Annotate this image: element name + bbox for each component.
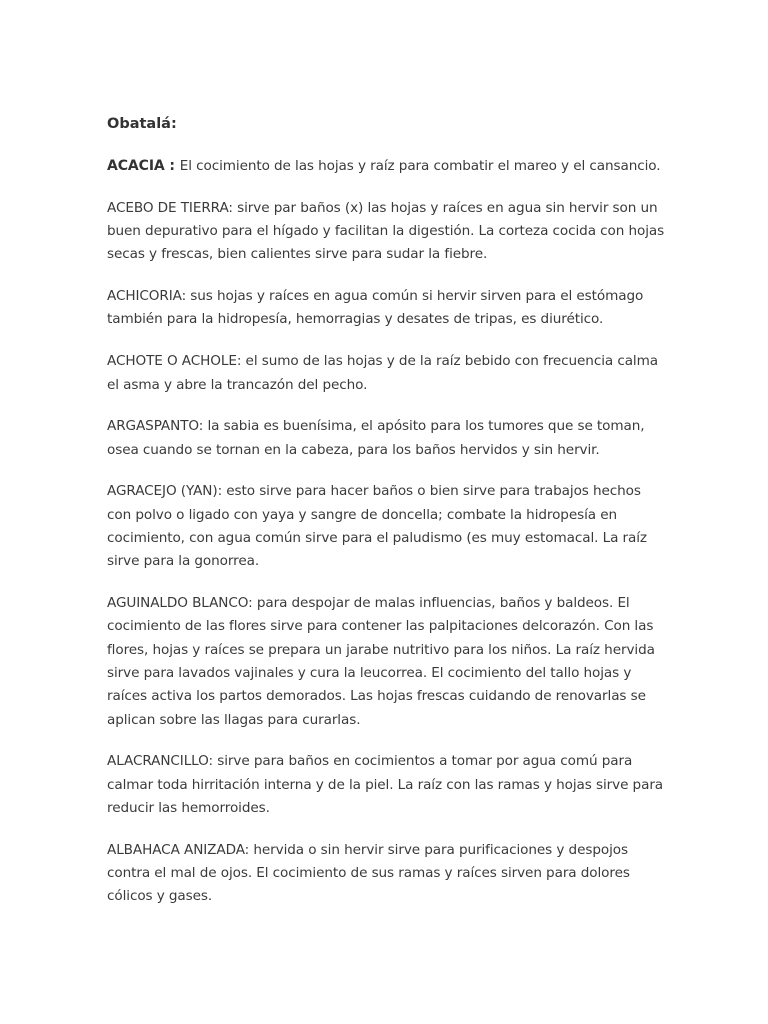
entry-text: sirve par baños (x) las hojas y raíces en agua sin hervir son un buen depurativo para el hígado y facilitan la digestión. La corteza cocida con hojas secas y frescas, bien calientes sirve para sudar la fiebre. xyxy=(107,199,665,263)
entry-acacia xyxy=(107,155,667,178)
entry-agracejo xyxy=(107,480,667,573)
entry-text: esto sirve para hacer baños o bien sirve para trabajos hechos con polvo o ligado con yaya y sangre de doncella; combate la hidropesía en cocimiento, con agua común sirve para el paludismo (es muy estomacal. La raíz sirve para la gonorrea. xyxy=(107,483,647,570)
entry-argaspanto xyxy=(107,415,667,462)
entry-text: el sumo de las hojas y de la raíz bebido con frecuencia calma el asma y abre la trancazón del pecho. xyxy=(107,353,658,393)
entry-achicoria xyxy=(107,285,667,332)
entry-term: ACHICORIA: xyxy=(107,288,187,305)
entry-term: ARGASPANTO: xyxy=(107,418,204,435)
entry-albahaca-anizada xyxy=(107,839,667,909)
entry-text: sirve para baños en cocimientos a tomar por agua comú para calmar toda hirritación interna y de la piel. La raíz con las ramas y hojas sirve para reducir las hemorroides. xyxy=(107,753,664,817)
entry-aguinaldo-blanco xyxy=(107,592,667,732)
entry-term: ALACRANCILLO: xyxy=(107,753,214,770)
entry-term: AGUINALDO BLANCO: xyxy=(107,595,253,612)
document-heading: Obatalá: xyxy=(107,116,177,132)
entry-term: ACEBO DE TIERRA: xyxy=(107,199,233,216)
entry-term: ACHOTE O ACHOLE: xyxy=(107,353,242,370)
document-page xyxy=(107,114,667,927)
entry-text: hervida o sin hervir sirve para purificaciones y despojos contra el mal de ojos. El cocimiento de sus ramas y raíces sirven para dolores cólicos y gases. xyxy=(107,841,630,905)
entry-term: AGRACEJO (YAN): xyxy=(107,483,223,500)
entry-text: El cocimiento de las hojas y raíz para combatir el mareo y el cansancio. xyxy=(179,158,661,174)
entry-term: ACACIA : xyxy=(107,158,180,174)
entry-text: sus hojas y raíces en agua común si hervir sirven para el estómago también para la hidropesía, hemorragias y desates de tripas, es diurético. xyxy=(107,288,644,328)
entry-term: ALBAHACA ANIZADA: xyxy=(107,841,250,858)
entry-text: para despojar de malas influencias, baños y baldeos. El cocimiento de las flores sirve para contener las palpitaciones delcorazón. Con las flores, hojas y raíces se prepara un jarabe nutritivo para los niños. La raíz hervida sirve para lavados vajinales y cura la leucorrea. El cocimiento del tallo hojas y raíces activa los partos demorados. Las hojas frescas cuidando de renovarlas se aplican sobre las llagas para curarlas. xyxy=(107,595,655,728)
entry-achote-o-achole xyxy=(107,350,667,397)
entry-acebo-de-tierra xyxy=(107,197,667,267)
entry-text: la sabia es buenísima, el apósito para los tumores que se toman, osea cuando se tornan en la cabeza, para los baños hervidos y sin hervir. xyxy=(107,418,645,458)
entry-alacrancillo xyxy=(107,750,667,820)
